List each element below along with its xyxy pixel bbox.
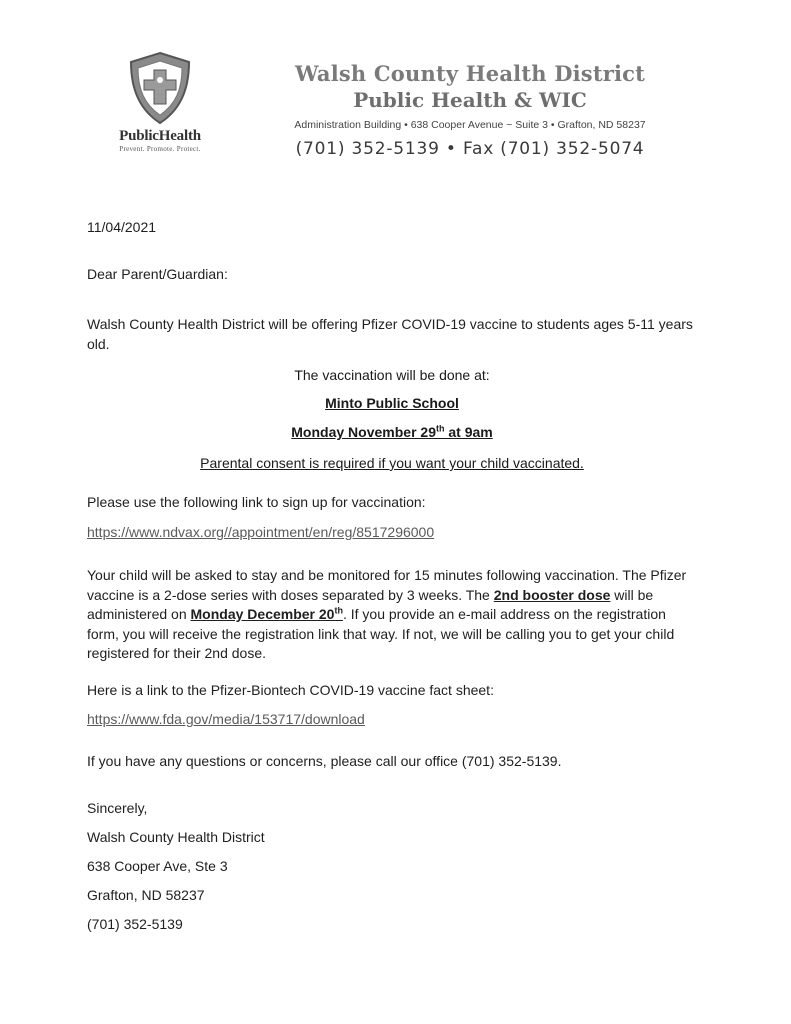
org-name: Walsh County Health District: [294, 61, 646, 86]
public-health-logo: [104, 50, 216, 160]
org-address: Administration Building • 638 Cooper Avenue ~ Suite 3 • Grafton, ND 58237: [294, 119, 646, 131]
logo-wordmark: PublicHealth: [119, 128, 201, 144]
consent-note-block: [87, 453, 697, 473]
letter-date: 11/04/2021: [87, 219, 157, 235]
signature-address-line1: 638 Cooper Ave, Ste 3: [87, 858, 228, 874]
event-date-block: [87, 422, 697, 442]
logo-tagline: Prevent. Promote. Protect.: [119, 145, 201, 153]
booster-date: Monday December 20th: [190, 605, 343, 622]
signup-link[interactable]: https://www.ndvax.org//appointment/en/reg/8517296000: [87, 524, 435, 540]
factsheet-intro: Here is a link to the Pfizer-Biontech COVID-19 vaccine fact sheet:: [87, 682, 494, 698]
org-subtitle: Public Health & WIC: [353, 88, 587, 112]
signature-org: Walsh County Health District: [87, 829, 265, 845]
monitoring-paragraph: Your child will be asked to stay and be monitored for 15 minutes following vaccination. The Pfizer vaccine is a 2-dose series with doses separated by 3 weeks. The 2nd booster dose will be administered on Monday December 20th. If you provide an e-mail address on the registration form, you will receive the registration link that way. If not, we will be calling you to get your child registered for their 2nd dose.: [87, 567, 687, 661]
salutation: Dear Parent/Guardian:: [87, 266, 228, 282]
org-phone-fax: (701) 352-5139 • Fax (701) 352-5074: [295, 139, 645, 159]
closing: Sincerely,: [87, 800, 148, 816]
intro-paragraph: Walsh County Health District will be offering Pfizer COVID-19 vaccine to students ages 5-11 years old.: [87, 316, 693, 352]
consent-note: Parental consent is required if you want your child vaccinated.: [200, 455, 584, 471]
signature-address-line2: Grafton, ND 58237: [87, 887, 205, 903]
location-block: [87, 393, 697, 413]
event-date: Monday November 29th at 9am: [291, 423, 493, 440]
booster-dose-label: 2nd booster dose: [493, 586, 611, 603]
vaccination-location: Minto Public School: [325, 395, 459, 411]
factsheet-link[interactable]: https://www.fda.gov/media/153717/download: [87, 711, 365, 727]
questions-line: If you have any questions or concerns, please call our office (701) 352-5139.: [87, 753, 562, 769]
location-intro: The vaccination will be done at:: [294, 367, 490, 383]
signature-phone: (701) 352-5139: [87, 916, 183, 932]
signup-intro: Please use the following link to sign up for vaccination:: [87, 494, 426, 510]
shield-cross-icon: [125, 50, 195, 126]
letterhead: [265, 60, 675, 160]
